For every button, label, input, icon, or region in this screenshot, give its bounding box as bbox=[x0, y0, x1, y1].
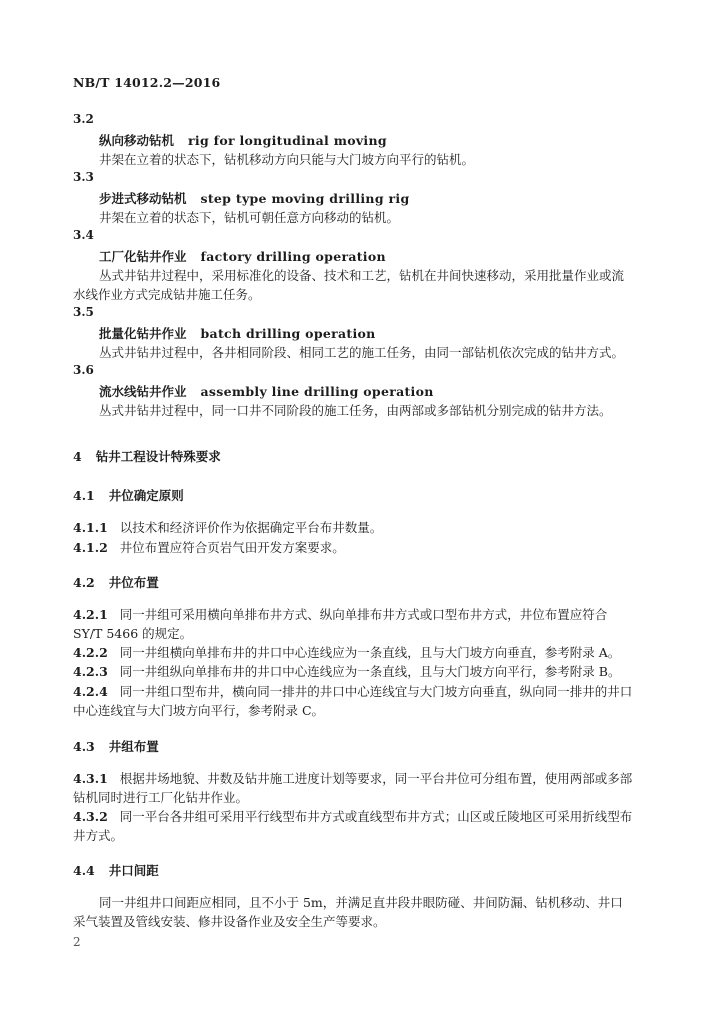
subsection-heading: 4.2 井位布置 bbox=[73, 575, 159, 590]
clause: 4.1.1 以技术和经济评价作为依据确定平台布井数量。 bbox=[73, 520, 383, 535]
paragraph-cont: 采气装置及管线安装、修井设备作业及安全生产等要求。 bbox=[73, 914, 386, 929]
term-definition: 井架在立着的状态下，钻机移动方向只能与大门坡方向平行的钻机。 bbox=[99, 152, 475, 167]
clause: 4.2.3 同一井组纵向单排布井的井口中心连线应为一条直线，且与大门坡方向平行，参考附录 B。 bbox=[73, 664, 621, 679]
term-number: 3.4 bbox=[73, 228, 94, 242]
paragraph: 同一井组井口间距应相同，且不小于 5m，并满足直井段井眼防碰、井间防漏、钻机移动、井口 bbox=[99, 895, 623, 910]
term-definition: 丛式井钻井过程中，采用标准化的设备、技术和工艺，钻机在井间快速移动，采用批量作业或流 bbox=[99, 268, 625, 283]
standard-header: NB/T 14012.2—2016 bbox=[73, 75, 221, 90]
clause-cont: 钻机同时进行工厂化钻井作业。 bbox=[73, 790, 249, 805]
term-number: 3.2 bbox=[73, 112, 94, 126]
clause: 4.3.2 同一平台各井组可采用平行线型布井方式或直线型布井方式；山区或丘陵地区可采用折线型布 bbox=[73, 809, 633, 824]
term-definition-cont: 水线作业方式完成钻井施工任务。 bbox=[73, 287, 261, 302]
page-number: 2 bbox=[73, 935, 81, 949]
clause: 4.2.4 同一井组口型布井，横向同一排井的井口中心连线宜与大门坡方向垂直，纵向同一排井的井口 bbox=[73, 684, 633, 699]
clause-cont: 井方式。 bbox=[73, 828, 124, 843]
subsection-heading: 4.1 井位确定原则 bbox=[73, 488, 184, 503]
clause-cont: 中心连线宜与大门坡方向平行，参考附录 C。 bbox=[73, 703, 325, 718]
term-number: 3.3 bbox=[73, 170, 94, 184]
term-title: 批量化钻井作业 batch drilling operation bbox=[99, 326, 376, 341]
clause-cont: SY/T 5466 的规定。 bbox=[73, 626, 193, 641]
term-title: 步进式移动钻机 step type moving drilling rig bbox=[99, 191, 410, 206]
term-number: 3.5 bbox=[73, 305, 94, 319]
term-definition: 井架在立着的状态下，钻机可朝任意方向移动的钻机。 bbox=[99, 210, 400, 225]
clause: 4.3.1 根据井场地貌、井数及钻井施工进度计划等要求，同一平台井位可分组布置，使用两部或多部 bbox=[73, 771, 633, 786]
term-title: 流水线钻井作业 assembly line drilling operation bbox=[99, 384, 434, 399]
term-title: 纵向移动钻机 rig for longitudinal moving bbox=[99, 133, 387, 148]
term-definition: 丛式井钻井过程中，各井相同阶段、相同工艺的施工任务，由同一部钻机依次完成的钻井方式。 bbox=[99, 345, 625, 360]
section-heading: 4 钻井工程设计特殊要求 bbox=[73, 449, 221, 464]
term-title: 工厂化钻井作业 factory drilling operation bbox=[99, 249, 386, 264]
clause: 4.1.2 井位布置应符合页岩气田开发方案要求。 bbox=[73, 540, 345, 555]
clause: 4.2.2 同一井组横向单排布井的井口中心连线应为一条直线，且与大门坡方向垂直，参考附录 A。 bbox=[73, 645, 621, 660]
term-definition: 丛式井钻井过程中，同一口井不同阶段的施工任务，由两部或多部钻机分别完成的钻井方法。 bbox=[99, 403, 612, 418]
clause: 4.2.1 同一井组可采用横向单排布井方式、纵向单排布井方式或口型布井方式，井位布置应符合 bbox=[73, 607, 608, 622]
subsection-heading: 4.4 井口间距 bbox=[73, 863, 159, 878]
term-number: 3.6 bbox=[73, 363, 94, 377]
subsection-heading: 4.3 井组布置 bbox=[73, 739, 159, 754]
